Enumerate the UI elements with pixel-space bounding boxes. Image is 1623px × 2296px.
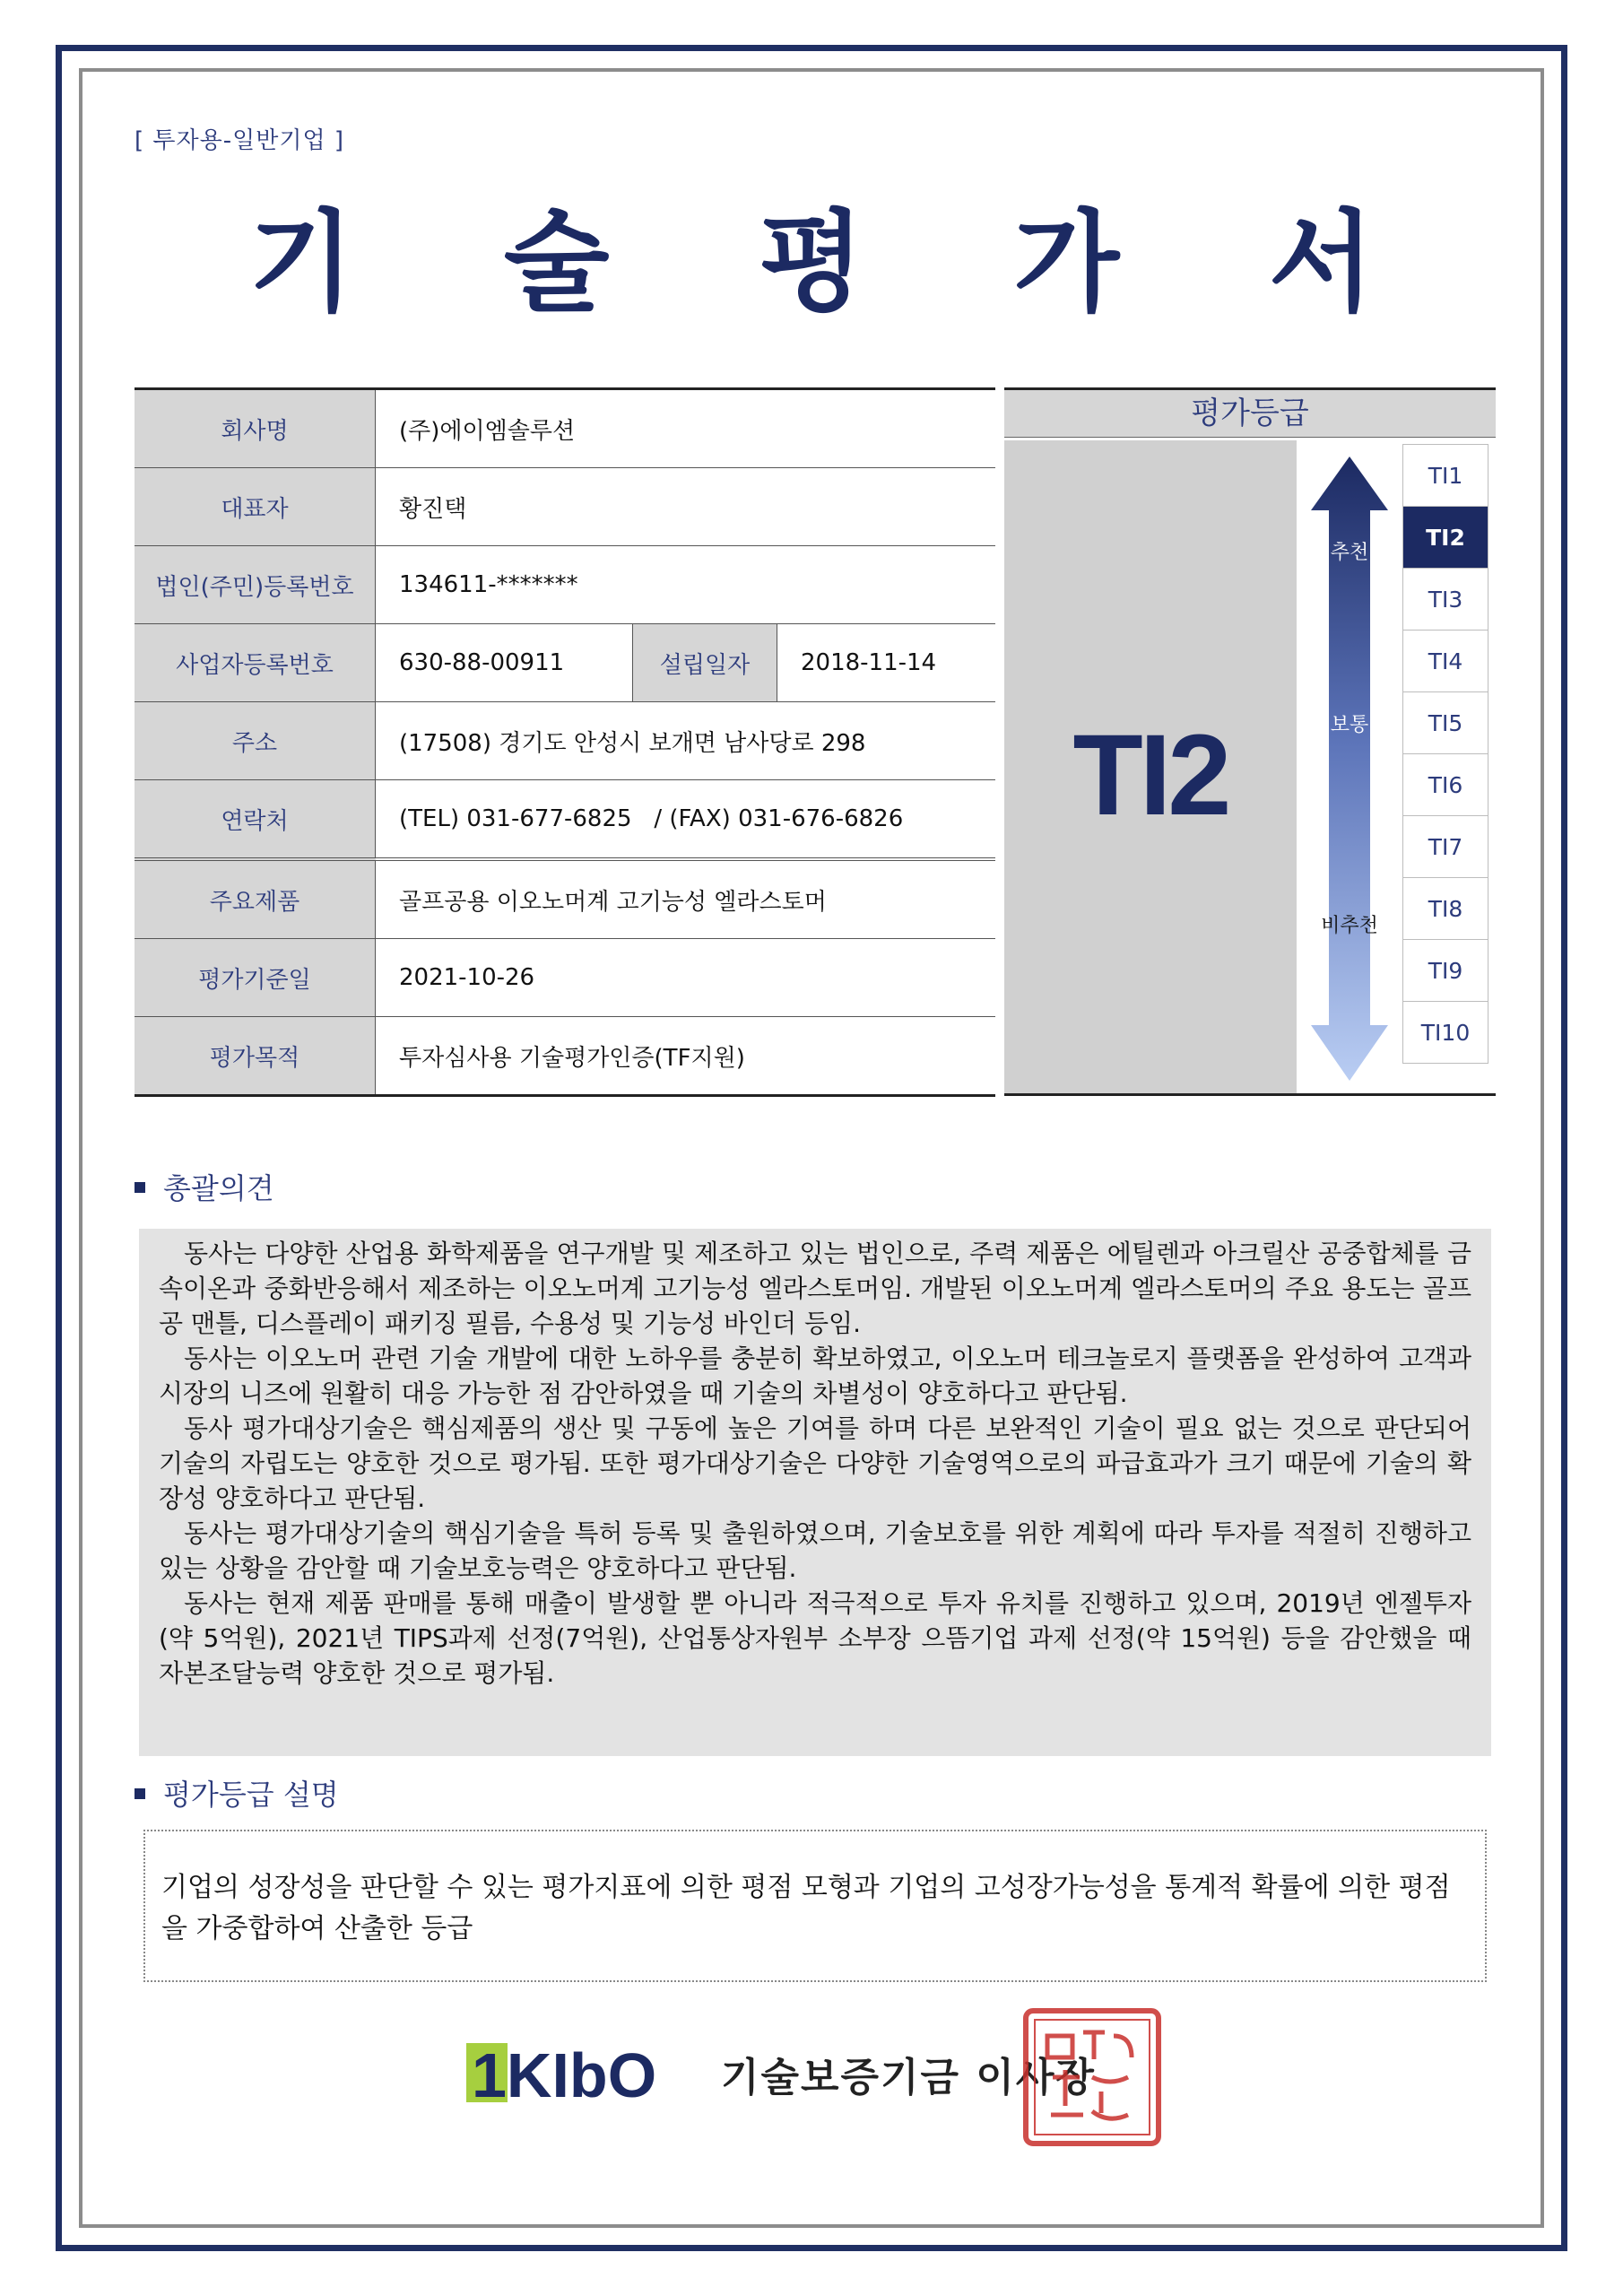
contact-label: 연락처 — [135, 780, 376, 860]
grade-level-item: TI2 — [1402, 506, 1488, 569]
table-row — [135, 389, 995, 468]
arrow-label-recommend: 추천 — [1330, 542, 1369, 564]
explanation-box: 기업의 성장성을 판단할 수 있는 평가지표에 의한 평점 모형과 기업의 고성장가능성을 통계적 확률에 의한 평점을 가중합하여 산출한 등급 — [143, 1830, 1487, 1982]
eval-date-value: 2021-10-26 — [376, 939, 996, 1017]
opinion-paragraph: 동사 평가대상기술은 핵심제품의 생산 및 구동에 높은 기여를 하며 다른 보완적인 기술이 필요 없는 것으로 판단되어 기술의 자립도는 양호한 것으로 평가됨. 또한 평가대상기술은 다양한 기술영역으로의 파급효과가 크기 때문에 기술의 확장성 양호하다고 판단됨. — [159, 1413, 1471, 1513]
purpose-value: 투자심사용 기술평가인증(TF지원) — [399, 1044, 745, 1072]
grade-panel — [1004, 387, 1496, 1096]
opinion-paragraph: 동사는 현재 제품 판매를 통해 매출이 발생할 뿐 아니라 적극적으로 투자 유치를 진행하고 있으며, 2019년 엔젤투자(약 5억원), 2021년 TIPS과제 선정(7억원), 산업통상자원부 소부장 으뜸기업 과제 선정(약 15억원) 등을 감안했을 때 자본조달능력 양호한 것으로 평가됨. — [159, 1588, 1471, 1688]
corp-no-value: 134611-******* — [376, 546, 996, 624]
ceo-value: 황진택 — [376, 468, 996, 546]
kibo-logo — [466, 2036, 708, 2111]
opinion-box — [139, 1229, 1491, 1756]
explanation-heading-text: 평가등급 설명 — [163, 1778, 339, 1812]
official-seal — [1020, 2005, 1164, 2152]
table-row — [135, 468, 995, 546]
contact-value: (TEL) 031-677-6825 / (FAX) 031-676-6826 — [376, 780, 996, 860]
table-row — [135, 546, 995, 624]
biz-no-value: 630-88-00911 — [376, 624, 633, 702]
opinion-paragraph: 동사는 이오노머 관련 기술 개발에 대한 노하우를 충분히 확보하였고, 이오노머 테크놀로지 플랫폼을 완성하여 고객과 시장의 니즈에 원활히 대응 가능한 점 감안하였을 때 기술의 차별성이 양호하다고 판단됨. — [159, 1344, 1471, 1408]
table-row — [135, 939, 995, 1017]
product-value: 골프공용 이오노머계 고기능성 엘라스토머 — [376, 859, 996, 939]
grade-level-list — [1402, 444, 1488, 1063]
grade-level-item: TI6 — [1402, 753, 1488, 816]
grade-value: TI2 — [1072, 711, 1228, 839]
opinion-paragraph: 동사는 다양한 산업용 화학제품을 연구개발 및 제조하고 있는 법인으로, 주력 제품은 에틸렌과 아크릴산 공중합체를 금속이온과 중화반응해서 제조하는 이오노머계 고기능성 엘라스토머임. 개발된 이오노머계 엘라스토머의 주요 용도는 골프공 맨틀, 디스플레이 패키징 필름, 수용성 및 기능성 바인더 등임. — [159, 1239, 1471, 1338]
founded-label: 설립일자 — [633, 624, 777, 702]
grade-level-item: TI7 — [1402, 815, 1488, 878]
company-info-table — [135, 387, 995, 1097]
grade-level-item: TI10 — [1402, 1001, 1488, 1064]
opinion-paragraph: 동사는 평가대상기술의 핵심기술을 특허 등록 및 출원하였으며, 기술보호를 위한 계획에 따라 투자를 적절히 진행하고 있는 상황을 감안할 때 기술보호능력은 양호하다고 판단됨. — [159, 1518, 1471, 1583]
bullet-square-icon — [135, 1182, 145, 1193]
arrow-label-not-recommend: 비추천 — [1321, 915, 1378, 937]
grade-level-item: TI1 — [1402, 444, 1488, 507]
seal-stamp-icon — [1020, 2005, 1164, 2149]
company-name-label: 회사명 — [135, 389, 376, 468]
product-label: 주요제품 — [135, 859, 376, 939]
opinion-heading — [135, 1166, 274, 1207]
table-row — [135, 780, 995, 860]
address-value: (17508) 경기도 안성시 보개면 남사당로 298 — [376, 702, 996, 780]
opinion-heading-text: 총괄의견 — [163, 1171, 274, 1205]
table-row — [135, 702, 995, 780]
arrow-label-normal: 보통 — [1330, 714, 1369, 736]
ceo-label: 대표자 — [135, 468, 376, 546]
grade-result-box — [1004, 440, 1297, 1093]
document-title: 기 술 평 가 서 — [248, 197, 1430, 326]
biz-no-label: 사업자등록번호 — [135, 624, 376, 702]
purpose-label: 평가목적 — [135, 1017, 376, 1096]
grade-level-item: TI4 — [1402, 630, 1488, 692]
grade-level-item: TI5 — [1402, 691, 1488, 754]
address-label: 주소 — [135, 702, 376, 780]
explanation-heading — [135, 1772, 339, 1813]
corp-no-label: 법인(주민)등록번호 — [135, 546, 376, 624]
issuer-name: 기술보증기금 이사장 — [721, 2055, 1096, 2100]
founded-value: 2018-11-14 — [777, 624, 996, 702]
company-name-value: (주)에이엠솔루션 — [376, 389, 996, 468]
document-category: [ 투자용-일반기업 ] — [135, 127, 345, 154]
grade-level-item: TI8 — [1402, 877, 1488, 940]
table-row — [135, 624, 995, 702]
grade-header: 평가등급 — [1004, 390, 1496, 438]
table-row — [135, 859, 995, 939]
grade-level-item: TI9 — [1402, 939, 1488, 1002]
grade-level-item: TI3 — [1402, 568, 1488, 631]
eval-date-label: 평가기준일 — [135, 939, 376, 1017]
table-row — [135, 1017, 995, 1096]
kibo-logo-icon — [466, 2036, 708, 2108]
svg-text:1KIbO: 1KIbO — [472, 2040, 657, 2108]
bullet-square-icon — [135, 1788, 145, 1799]
grade-scale-arrow — [1297, 440, 1402, 1093]
